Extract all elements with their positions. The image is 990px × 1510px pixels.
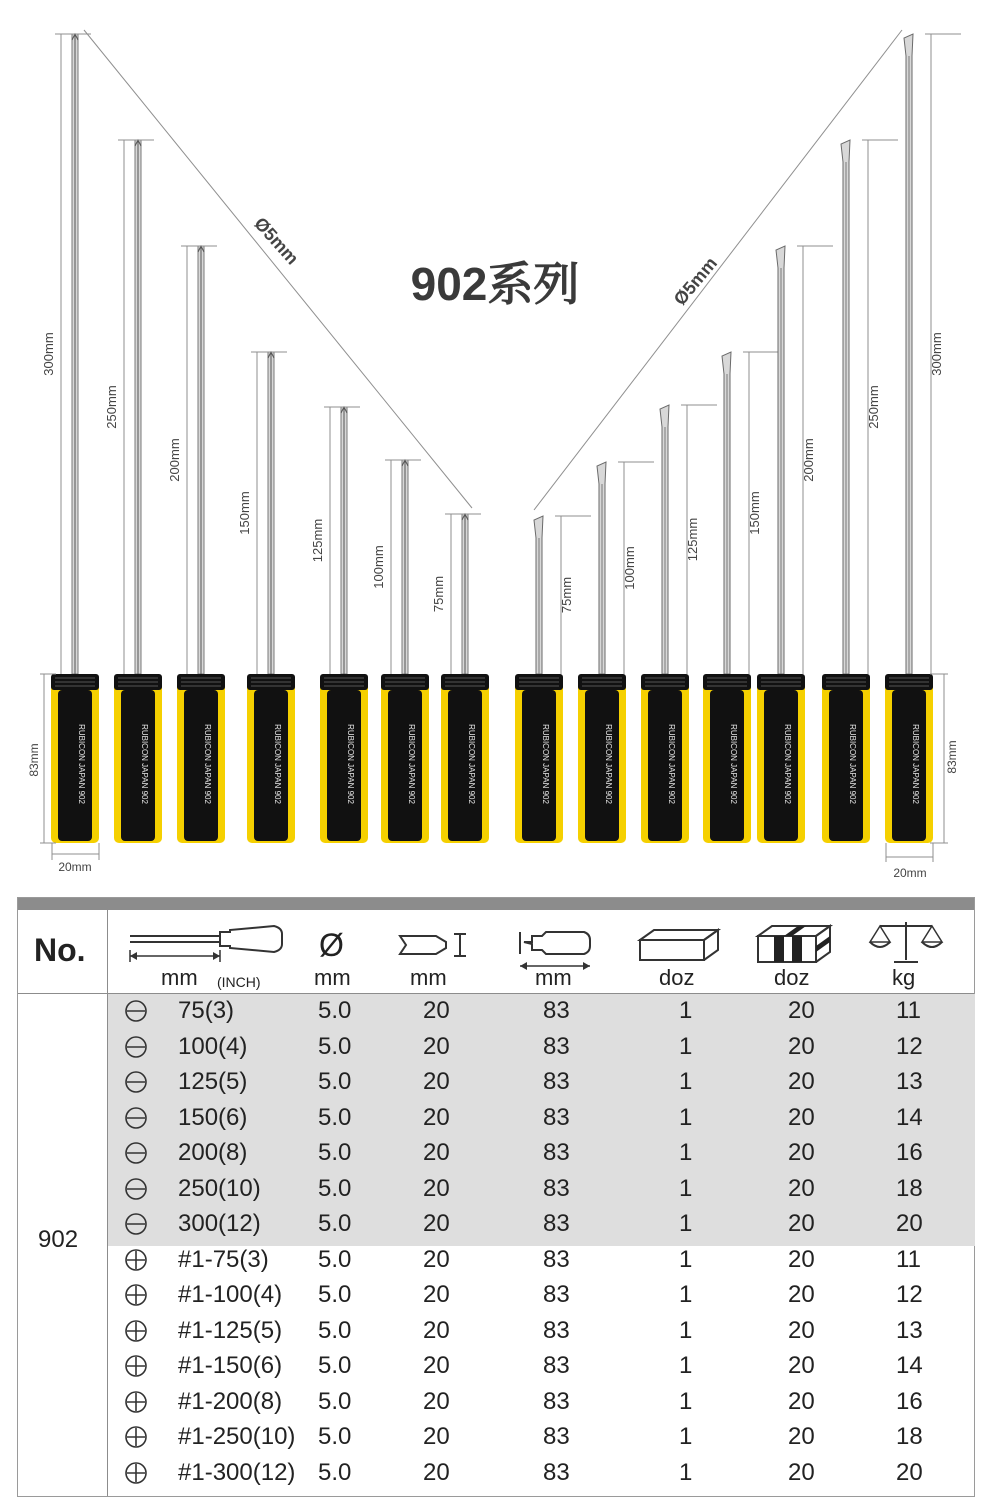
cell-h: 83 [543,1458,570,1486]
screwdriver-set [40,34,961,862]
cell-kg: 16 [896,1139,923,1166]
cell-size: 200(8) [178,1139,248,1166]
length-label: 125mm [685,517,700,562]
phillips-length-dimension-4 [310,407,360,674]
handle-length-label-right: 83mm [945,740,959,774]
handle-length-label-left: 83mm [27,743,41,777]
handle-brand-text: RUBICON JAPAN 902 [203,724,212,804]
series-title: 902系列 [410,258,580,310]
cell-size: #1-150(6) [178,1352,283,1379]
slotted-handle-6 [885,674,933,843]
cell-carton: 20 [788,1316,815,1344]
cell-kg: 11 [896,1245,921,1273]
cell-inner: 1 [679,1068,693,1095]
cell-inner: 1 [679,1210,693,1237]
cell-inner: 1 [679,1352,693,1379]
slotted-head-icon [124,1212,148,1236]
cell-inner: 1 [679,1458,693,1486]
slotted-length-dimension-5 [862,140,898,674]
cell-w: 20 [423,1281,450,1308]
cell-h: 83 [543,997,570,1024]
length-label: 75mm [431,575,446,613]
cell-size: 125(5) [178,1068,248,1095]
phillips-handle-5 [381,674,429,843]
cell-carton: 20 [788,1245,815,1273]
cell-carton: 20 [788,1458,815,1486]
slotted-shaft-3 [722,352,731,674]
slotted-length-dimension-3 [743,352,779,674]
cell-dia: 5.0 [318,1245,352,1273]
cell-kg: 20 [896,1458,923,1486]
handle-brand-text: RUBICON JAPAN 902 [911,724,920,804]
cell-w: 20 [423,1103,450,1131]
diameter-label-right: Ø5mm [669,253,722,310]
cell-kg: 20 [896,1210,923,1237]
slotted-head-icon [124,1177,148,1201]
cell-h: 83 [543,1423,570,1450]
phillips-length-dimension-1 [104,140,154,674]
cell-kg: 11 [896,997,921,1024]
phillips-length-dimension-2 [167,246,217,674]
length-label: 100mm [371,545,386,589]
cell-carton: 20 [788,1068,815,1095]
slotted-head-icon [124,999,148,1023]
handle-brand-text: RUBICON JAPAN 902 [729,724,738,804]
length-label: 200mm [167,438,182,482]
screwdriver-length-icon [126,922,286,964]
phillips-length-dimension-3 [237,352,287,674]
slotted-handle-0 [515,674,563,843]
cell-kg: 12 [896,1032,923,1060]
cell-inner: 1 [679,1387,693,1415]
slotted-head-icon [124,1035,148,1059]
length-label: 100mm [622,546,637,590]
header-inner-unit: doz [659,965,695,990]
cell-carton: 20 [788,1387,815,1415]
cell-h: 83 [543,1352,570,1379]
cell-dia: 5.0 [318,1103,352,1131]
diameter-label-left: Ø5mm [250,213,303,269]
cell-inner: 1 [679,1423,693,1450]
header-carton-unit: doz [774,965,810,990]
cell-kg: 12 [896,1281,923,1308]
cell-carton: 20 [788,997,815,1024]
cell-w: 20 [423,997,450,1024]
header-length-unit: mm [161,965,198,990]
phillips-length-dimension-5 [371,460,421,674]
phillips-shaft-3 [268,352,274,674]
slotted-shaft-0 [534,516,543,674]
length-label: 75mm [559,576,574,614]
cell-size: 150(6) [178,1103,248,1131]
length-label: 250mm [104,385,119,429]
cell-kg: 18 [896,1174,923,1202]
cell-h: 83 [543,1316,570,1344]
cell-h: 83 [543,1281,570,1308]
cell-dia: 5.0 [318,1174,352,1202]
cell-size: 75(3) [178,997,235,1024]
cell-inner: 1 [679,1103,693,1131]
cell-dia: 5.0 [318,1210,352,1237]
cell-h: 83 [543,1103,570,1131]
cell-inner: 1 [679,1316,693,1344]
length-label: 200mm [801,438,816,482]
cell-dia: 5.0 [318,997,352,1024]
slotted-length-dimension-2 [681,405,717,674]
phillips-length-dimension-0 [41,34,91,674]
cell-kg: 14 [896,1103,923,1131]
cell-w: 20 [423,1352,450,1379]
slotted-shaft-2 [660,405,669,674]
header-handle-unit: mm [535,965,572,990]
cell-size: #1-100(4) [178,1281,283,1308]
cell-carton: 20 [788,1352,815,1379]
slotted-length-dimension-0 [555,516,591,674]
handle-dimensions [40,674,948,862]
slotted-handle-5 [822,674,870,843]
handle-width-label-left: 20mm [58,860,92,874]
cell-size: #1-250(10) [178,1423,296,1450]
length-label: 250mm [866,385,881,429]
cell-dia: 5.0 [318,1281,352,1308]
phillips-head-icon [124,1248,148,1272]
cell-size: #1-300(12) [178,1458,296,1486]
cell-size: 300(12) [178,1210,261,1237]
phillips-head-icon [124,1354,148,1378]
header-weight-unit: kg [892,965,916,990]
cell-kg: 13 [896,1316,923,1344]
cell-dia: 5.0 [318,1139,352,1166]
cell-w: 20 [423,1210,450,1237]
cell-h: 83 [543,1068,570,1095]
cell-carton: 20 [788,1210,815,1237]
cell-w: 20 [423,1423,450,1450]
slotted-handle-3 [703,674,751,843]
cell-carton: 20 [788,1281,815,1308]
column-divider [107,910,108,1496]
cell-dia: 5.0 [318,1387,352,1415]
slotted-length-dimension-4 [797,246,833,674]
handle-brand-text: RUBICON JAPAN 902 [783,724,792,804]
phillips-head-icon [124,1461,148,1485]
cell-w: 20 [423,1458,450,1486]
header-length-unit-sub: (INCH) [217,974,261,990]
handle-brand-text: RUBICON JAPAN 902 [848,724,857,804]
cell-dia: 5.0 [318,1352,352,1379]
slotted-shaft-6 [904,34,913,674]
header-diameter-unit: mm [314,965,351,990]
handle-brand-text: RUBICON JAPAN 902 [273,724,282,804]
phillips-shaft-1 [135,140,141,674]
handle-brand-text: RUBICON JAPAN 902 [541,724,550,804]
cell-h: 83 [543,1032,570,1060]
cell-size: 100(4) [178,1032,248,1060]
cell-h: 83 [543,1210,570,1237]
slotted-handle-4 [757,674,805,843]
phillips-shaft-0 [72,34,78,674]
header-divider [18,993,974,994]
cell-w: 20 [423,1068,450,1095]
phillips-shaft-2 [198,246,204,674]
cell-w: 20 [423,1139,450,1166]
cell-kg: 14 [896,1352,923,1379]
phillips-handle-1 [114,674,162,843]
handle-brand-text: RUBICON JAPAN 902 [667,724,676,804]
cell-dia: 5.0 [318,1032,352,1060]
phillips-shaft-4 [341,407,347,674]
cell-carton: 20 [788,1139,815,1166]
cell-kg: 16 [896,1387,923,1415]
cell-h: 83 [543,1139,570,1166]
slotted-head-icon [124,1070,148,1094]
length-label: 300mm [929,332,944,376]
cell-kg: 18 [896,1423,923,1450]
slotted-handle-1 [578,674,626,843]
cell-carton: 20 [788,1032,815,1060]
phillips-handle-3 [247,674,295,843]
slotted-length-dimension-1 [618,462,654,674]
table-top-bar [18,898,974,910]
phillips-head-icon [124,1319,148,1343]
header-no: No. [34,932,86,968]
handle-brand-text: RUBICON JAPAN 902 [77,724,86,804]
length-label: 150mm [747,491,762,535]
phillips-head-icon [124,1283,148,1307]
phillips-handle-2 [177,674,225,843]
box-icon [636,928,722,962]
slotted-shaft-4 [776,246,785,674]
slotted-handle-2 [641,674,689,843]
cell-inner: 1 [679,997,693,1024]
length-label: 300mm [41,332,56,376]
cell-w: 20 [423,1316,450,1344]
phillips-length-dimension-6 [431,514,481,674]
cell-inner: 1 [679,1281,693,1308]
cell-h: 83 [543,1174,570,1202]
scale-icon [866,920,946,966]
phillips-head-icon [124,1390,148,1414]
cell-kg: 13 [896,1068,923,1095]
cell-carton: 20 [788,1174,815,1202]
slotted-head-icon [124,1106,148,1130]
phillips-head-icon [124,1425,148,1449]
cell-w: 20 [423,1032,450,1060]
handle-brand-text: RUBICON JAPAN 902 [140,724,149,804]
cell-size: #1-200(8) [178,1387,283,1415]
cell-dia: 5.0 [318,1423,352,1450]
cell-w: 20 [423,1245,450,1273]
phillips-shaft-5 [402,460,408,674]
cell-w: 20 [423,1174,450,1202]
cell-carton: 20 [788,1423,815,1450]
cell-dia: 5.0 [318,1068,352,1095]
phillips-handle-6 [441,674,489,843]
cell-dia: 5.0 [318,1316,352,1344]
handle-brand-text: RUBICON JAPAN 902 [346,724,355,804]
handle-width-icon [396,930,476,960]
phillips-handle-0 [51,674,99,843]
slotted-head-icon [124,1141,148,1165]
phillips-shaft-6 [462,514,468,674]
handle-brand-text: RUBICON JAPAN 902 [604,724,613,804]
cell-h: 83 [543,1245,570,1273]
phillips-handle-4 [320,674,368,843]
handle-width-label-right: 20mm [893,866,927,880]
cell-dia: 5.0 [318,1458,352,1486]
cell-inner: 1 [679,1032,693,1060]
cell-inner: 1 [679,1245,693,1273]
carton-icon [754,922,834,964]
cell-size: #1-125(5) [178,1316,283,1344]
handle-brand-text: RUBICON JAPAN 902 [467,724,476,804]
cell-inner: 1 [679,1174,693,1202]
slotted-shaft-5 [841,140,850,674]
length-label: 150mm [237,491,252,535]
cell-w: 20 [423,1387,450,1415]
slotted-length-dimension-6 [925,34,961,674]
cell-size: 250(10) [178,1174,261,1202]
header-width-unit: mm [410,965,447,990]
cell-size: #1-75(3) [178,1245,269,1273]
cell-h: 83 [543,1387,570,1415]
handle-brand-text: RUBICON JAPAN 902 [407,724,416,804]
header-diameter-symbol: Ø [319,927,344,963]
cell-carton: 20 [788,1103,815,1131]
slotted-shaft-1 [597,462,606,674]
cell-inner: 1 [679,1139,693,1166]
length-label: 125mm [310,518,325,563]
spec-table [17,897,975,1497]
series-number: 902 [38,1226,79,1253]
